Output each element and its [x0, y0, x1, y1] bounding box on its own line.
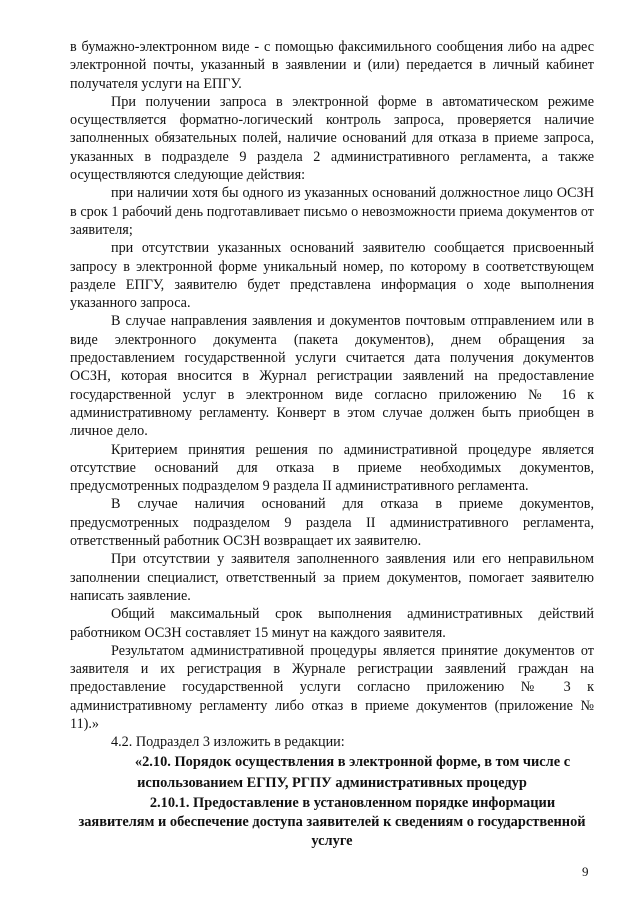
paragraph-4: при отсутствии указанных оснований заявителю сообщается присвоенный запросу в электронной форме уникальный номер, по которому в соответствующем разделе ЕПГУ, заявителю будет представлена информация о ходе выполнения указанного запроса.	[70, 240, 594, 312]
section-heading: «2.10. Порядок осуществления в электронной форме, в том числе с использованием ЕГПУ, РГПУ административных процедур	[134, 753, 571, 791]
paragraph-1: в бумажно-электронном виде - с помощью факсимильного сообщения либо на адрес электронной почты, указанный в заявлении и (или) передается в личный кабинет получателя услуги на ЕПГУ.	[70, 39, 594, 92]
paragraph-9: Общий максимальный срок выполнения административных действий работником ОСЗН составляет 15 минут на каждого заявителя.	[70, 606, 594, 641]
page-number: 9	[582, 864, 589, 879]
paragraph-6: Критерием принятия решения по административной процедуре является отсутствие оснований для отказа в приеме необходимых документов, предусмотренных подразделом 9 раздела II административного регламента.	[70, 441, 594, 495]
paragraph-10: Результатом административной процедуры является принятие документов от заявителя и их регистрация в Журнале регистрации заявлений граждан на предоставление государственной услуги согласно приложению № 3 к административному регламенту либо отказ в приеме документов (приложение № 11).»	[70, 642, 594, 732]
paragraph-11: 4.2. Подраздел 3 изложить в редакции:	[111, 734, 345, 751]
document-body	[70, 38, 594, 851]
paragraph-3: при наличии хотя бы одного из указанных оснований должностное лицо ОСЗН в срок 1 рабочий день подготавливает письмо о невозможности приема документов от заявителя;	[70, 185, 594, 238]
paragraph-5: В случае направления заявления и документов почтовым отправлением или в виде электронного документа (пакета документов), днем обращения за предоставлением государственной услуги считается дата получения документов ОСЗН, которая вносится в Журнал регистрации заявлений на предоставление государственной услуг в электронном виде согласно приложению № 16 к административному регламенту. Конверт в этом случае должен быть приобщен в личное дело.	[70, 313, 594, 440]
subsection-heading: 2.10.1. Предоставление в установленном порядке информации заявителям и обеспечение доступа заявителей к сведениям о государственной услуге	[78, 794, 586, 849]
paragraph-8: При отсутствии у заявителя заполненного заявления или его неправильном заполнении специалист, ответственный за прием документов, помогает заявителю написать заявление.	[70, 551, 594, 604]
paragraph-7: В случае наличия оснований для отказа в приеме документов, предусмотренных подразделом 9 раздела II административного регламента, ответственный работник ОСЗН возвращает их заявителю.	[70, 496, 594, 550]
paragraph-2: При получении запроса в электронной форме в автоматическом режиме осуществляется форматно-логический контроль запроса, проверяется наличие заполненных обязательных полей, наличие оснований для отказа в приеме запроса, указанных в подразделе 9 раздела 2 административного регламента, а также осуществляются следующие действия:	[70, 93, 594, 184]
